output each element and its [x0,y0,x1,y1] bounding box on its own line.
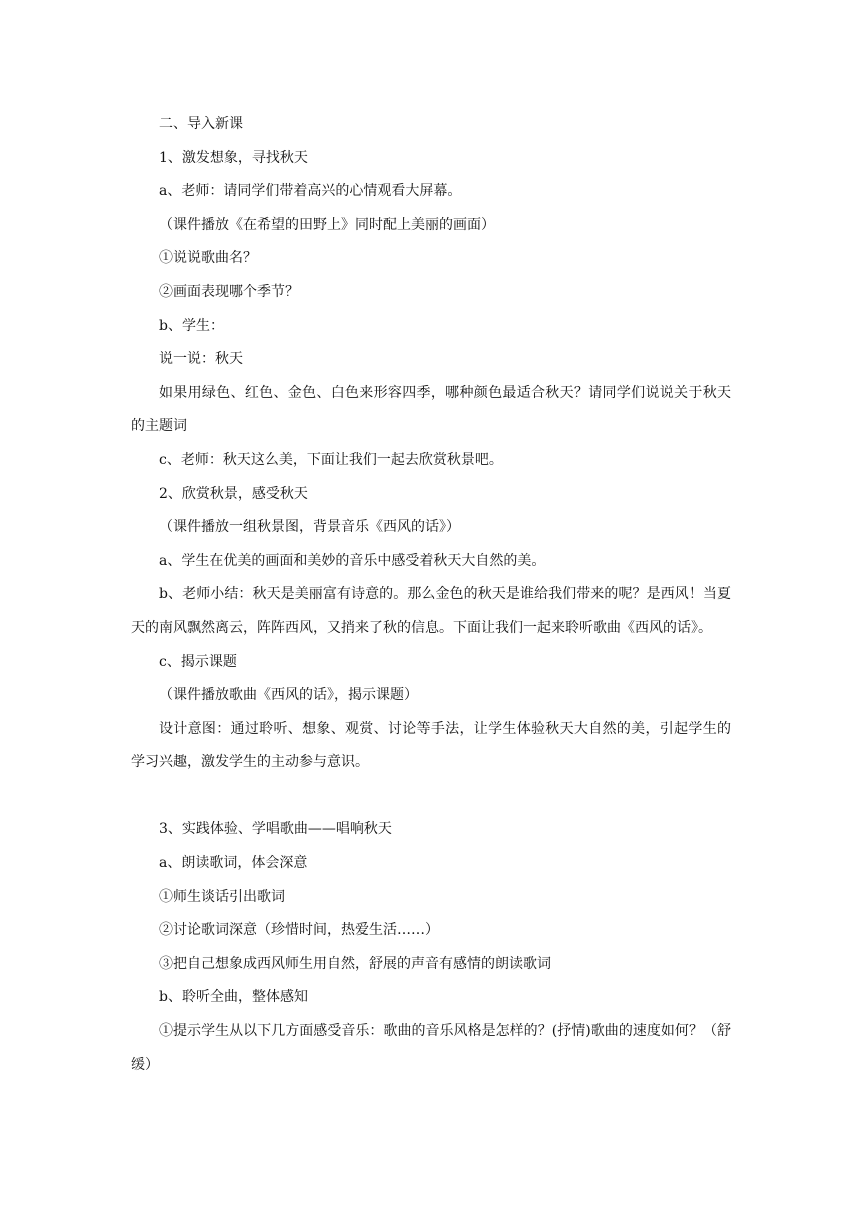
paragraph: 说一说：秋天 [159,351,243,368]
paragraph: b、聆听全曲，整体感知 [159,989,308,1006]
paragraph: b、学生： [159,317,224,334]
paragraph: c、揭示课题 [159,653,237,670]
paragraph: b、老师小结：秋天是美丽富有诗意的。那么金色的秋天是谁给我们带来的呢？是西风！当夏天的南风飘然离云，阵阵西风，又捎来了秋的信息。下面让我们一起来聆听歌曲《西风的话》。 [131,586,731,636]
list-item: ①师生谈话引出歌词 [159,888,285,905]
paragraph: （课件播放一组秋景图，背景音乐《西风的话》） [159,519,460,536]
list-item: ①说说歌曲名？ [159,250,257,267]
paragraph: a、朗读歌词，体会深意 [159,855,308,872]
paragraph: a、学生在优美的画面和美妙的音乐中感受着秋天大自然的美。 [159,552,546,569]
list-item: ②画面表现哪个季节？ [159,283,299,300]
paragraph: （课件播放《在希望的田野上》同时配上美丽的画面） [159,216,495,233]
list-item: ①提示学生从以下几方面感受音乐：歌曲的音乐风格是怎样的？(抒情)歌曲的速度如何？（舒缓） [131,1023,731,1073]
paragraph: a、老师：请同学们带着高兴的心情观看大屏幕。 [159,183,462,200]
paragraph: （课件播放歌曲《西风的话》，揭示课题） [159,687,418,704]
subsection-heading: 3、实践体验、学唱歌曲——唱响秋天 [159,821,392,838]
list-item: ③把自己想象成西风师生用自然，舒展的声音有感情的朗读歌词 [159,955,551,972]
document-body [131,108,731,1082]
subsection-heading: 2、欣赏秋景，感受秋天 [159,485,308,502]
design-intent-paragraph: 设计意图：通过聆听、想象、观赏、讨论等手法，让学生体验秋天大自然的美，引起学生的学习兴趣，激发学生的主动参与意识。 [131,720,731,771]
subsection-heading: 1、激发想象，寻找秋天 [159,149,308,166]
paragraph: c、老师：秋天这么美，下面让我们一起去欣赏秋景吧。 [159,451,503,468]
blank-line [131,780,731,814]
section-heading: 二、导入新课 [159,116,243,132]
paragraph: 如果用绿色、红色、金色、白色来形容四季，哪种颜色最适合秋天？请同学们说说关于秋天的主题词 [131,384,731,435]
list-item: ②讨论歌词深意（珍惜时间，热爱生活……） [159,922,439,939]
